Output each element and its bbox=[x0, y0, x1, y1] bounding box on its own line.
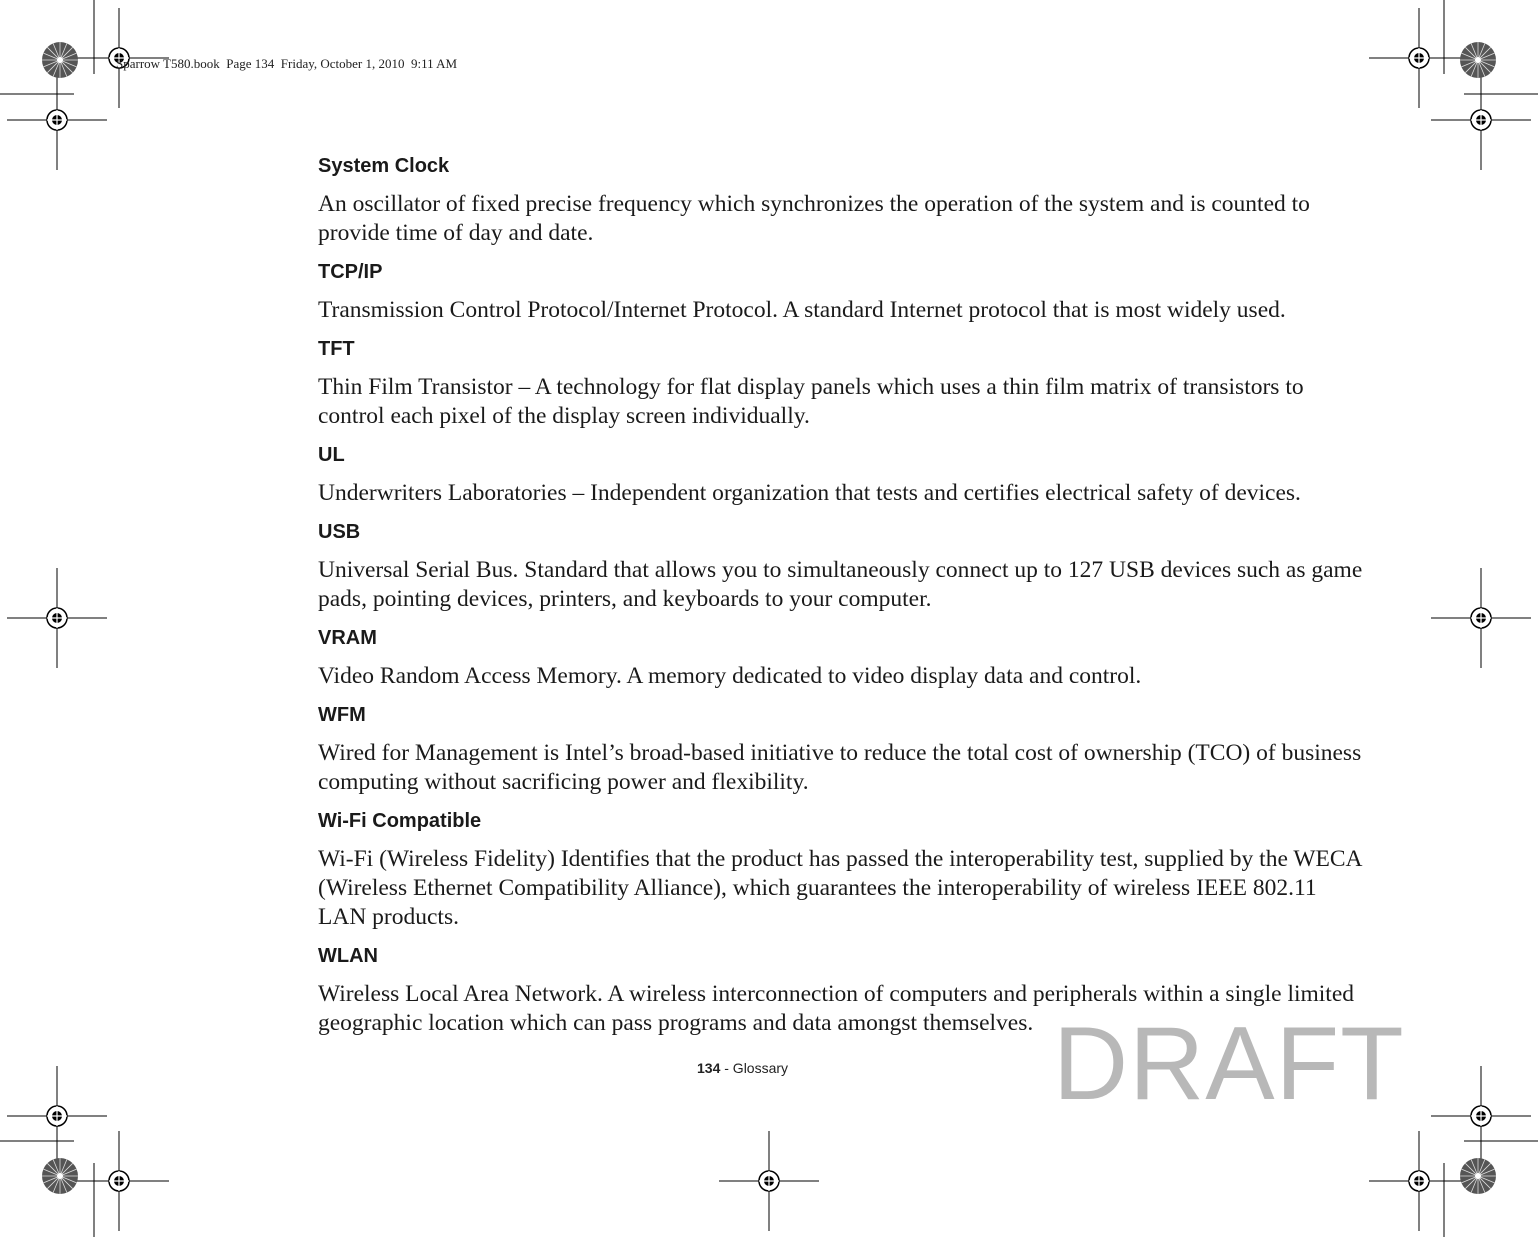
glossary-term: VRAM bbox=[318, 627, 377, 649]
glossary-definition: Wired for Management is Intel’s broad-based initiative to reduce the total cost of ownership (TCO) of business computing without sacrificing power and flexibility. bbox=[318, 740, 1362, 795]
glossary-term: TFT bbox=[318, 338, 355, 360]
page-footer bbox=[697, 1060, 788, 1076]
glossary-definition: An oscillator of fixed precise frequency which synchronizes the operation of the system and is counted to provide time of day and date. bbox=[318, 191, 1310, 246]
glossary-definition: Transmission Control Protocol/Internet Protocol. A standard Internet protocol that is most widely used. bbox=[318, 297, 1286, 323]
glossary-definition: Thin Film Transistor – A technology for flat display panels which uses a thin film matrix of transistors to control each pixel of the display screen individually. bbox=[318, 374, 1304, 429]
book-slug-line: Sparrow T580.book Page 134 Friday, October 1, 2010 9:11 AM bbox=[116, 56, 458, 71]
glossary-definition: Universal Serial Bus. Standard that allows you to simultaneously connect up to 127 USB devices such as game pads, pointing devices, printers, and keyboards to your computer. bbox=[318, 557, 1363, 612]
glossary-term: WFM bbox=[318, 704, 366, 726]
glossary-definition: Wireless Local Area Network. A wireless interconnection of computers and peripherals within a single limited geographic location which can pass programs and data amongst themselves. bbox=[318, 981, 1355, 1036]
glossary-term: System Clock bbox=[318, 155, 450, 177]
glossary-definition: Wi-Fi (Wireless Fidelity) Identifies that the product has passed the interoperability test, supplied by the WECA (Wireless Ethernet Compatibility Alliance), which guarantees the interoperability of wireless IEEE 802.11 LAN products. bbox=[318, 846, 1362, 930]
glossary-definition: Video Random Access Memory. A memory dedicated to video display data and control. bbox=[318, 663, 1142, 689]
draft-watermark: DRAFT bbox=[1053, 1006, 1405, 1122]
glossary-content bbox=[318, 152, 1368, 1048]
glossary-term: Wi-Fi Compatible bbox=[318, 810, 482, 832]
glossary-term: WLAN bbox=[318, 945, 378, 967]
section-name: - Glossary bbox=[720, 1060, 789, 1076]
glossary-term: USB bbox=[318, 521, 361, 543]
page-number: 134 bbox=[697, 1060, 721, 1076]
glossary-term: UL bbox=[318, 444, 345, 466]
glossary-definition: Underwriters Laboratories – Independent organization that tests and certifies electrical safety of devices. bbox=[318, 480, 1301, 506]
glossary-term: TCP/IP bbox=[318, 261, 383, 283]
